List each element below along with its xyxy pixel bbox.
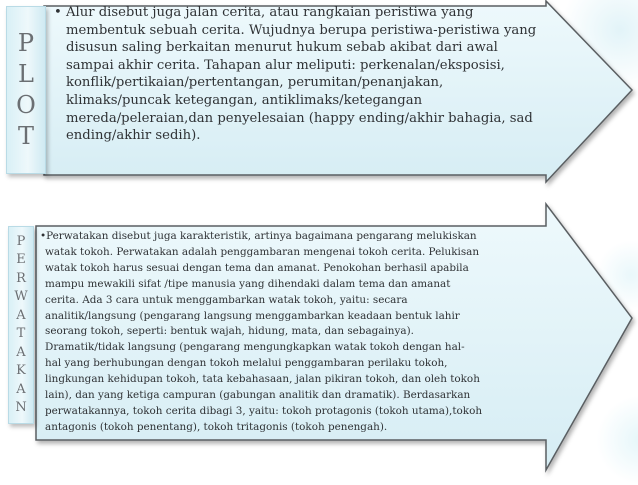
text-line: lingkungan kehidupan tokoh, tata kebahasaan, jalan pikiran tokoh, dan oleh tokoh (45, 373, 480, 386)
text-line: konflik/pertikaian/pertentangan, perumitan/penanjakan, (66, 75, 444, 91)
label-letter: A (16, 344, 26, 360)
text-line: •Perwatakan disebut juga karakteristik, artinya bagaimana pengarang melukiskan (40, 230, 477, 242)
text-line: membentuk sebuah cerita. Wujudnya berupa peristiwa-peristiwa yang (66, 22, 537, 38)
text-line: mampu mewakili sifat /tipe manusia yang dihendaki dalam tema dan amanat (45, 277, 451, 290)
plot-vertical-label (6, 6, 46, 174)
perwatakan-description (40, 229, 540, 436)
text-line: perwatakannya, tokoh cerita dibagi 3, yaitu: tokoh protagonis (tokoh utama),tokoh (45, 404, 483, 417)
label-letter: R (16, 270, 26, 286)
label-letter: P (16, 233, 26, 249)
text-line: hal yang berhubungan dengan tokoh melalui penggambaran perilaku tokoh, (45, 357, 448, 370)
text-line: cerita. Ada 3 cara untuk menggambarkan watak tokoh, yaitu: secara (45, 293, 408, 306)
label-letter: W (14, 289, 28, 304)
label-letter: A (16, 307, 26, 323)
text-line: watak tokoh. Perwatakan adalah penggambaran mengenai tokoh cerita. Pelukisan (45, 245, 480, 258)
text-line: Dramatik/tidak langsung (pengarang mengungkapkan watak tokoh dengan hal- (45, 341, 465, 354)
text-line: • Alur disebut juga jalan cerita, atau rangkaian peristiwa yang (54, 5, 474, 20)
text-line: disusun saling berkaitan menurut hukum sebab akibat dari awal (66, 40, 498, 56)
label-letter: A (16, 381, 26, 397)
label-letter: T (16, 326, 26, 341)
label-letter: O (16, 91, 36, 119)
text-line: ending/akhir sedih). (66, 128, 201, 144)
label-letter: N (15, 400, 27, 415)
label-letter: L (18, 60, 34, 88)
text-line: analitik/langsung (pengarang langsung menggambarkan keadaan bentuk lahir (45, 309, 460, 322)
label-letter: K (16, 363, 26, 378)
text-line: lain), dan yang ketiga campuran (gabungan analitik dan dramatik). Berdasarkan (45, 389, 471, 402)
label-letter: P (17, 29, 35, 57)
text-line: sampai akhir cerita. Tahapan alur meliputi: perkenalan/eksposisi, (66, 57, 505, 73)
text-line: mereda/peleraian,dan penyelesaian (happy ending/akhir bahagia, sad (66, 110, 533, 126)
text-line: watak tokoh harus sesuai dengan tema dan amanat. Penokohan berhasil apabila (45, 261, 469, 274)
text-line: seorang tokoh, seperti: bentuk wajah, hidung, mata, dan sebagainya). (45, 325, 414, 338)
perwatakan-vertical-label (8, 226, 34, 424)
text-line: klimaks/puncak ketegangan, antiklimaks/ketegangan (66, 92, 423, 108)
label-letter: E (16, 252, 26, 267)
text-line: antagonis (tokoh penentang), tokoh tritagonis (tokoh penengah). (45, 420, 388, 433)
plot-description (54, 4, 564, 145)
label-letter: T (17, 122, 34, 150)
